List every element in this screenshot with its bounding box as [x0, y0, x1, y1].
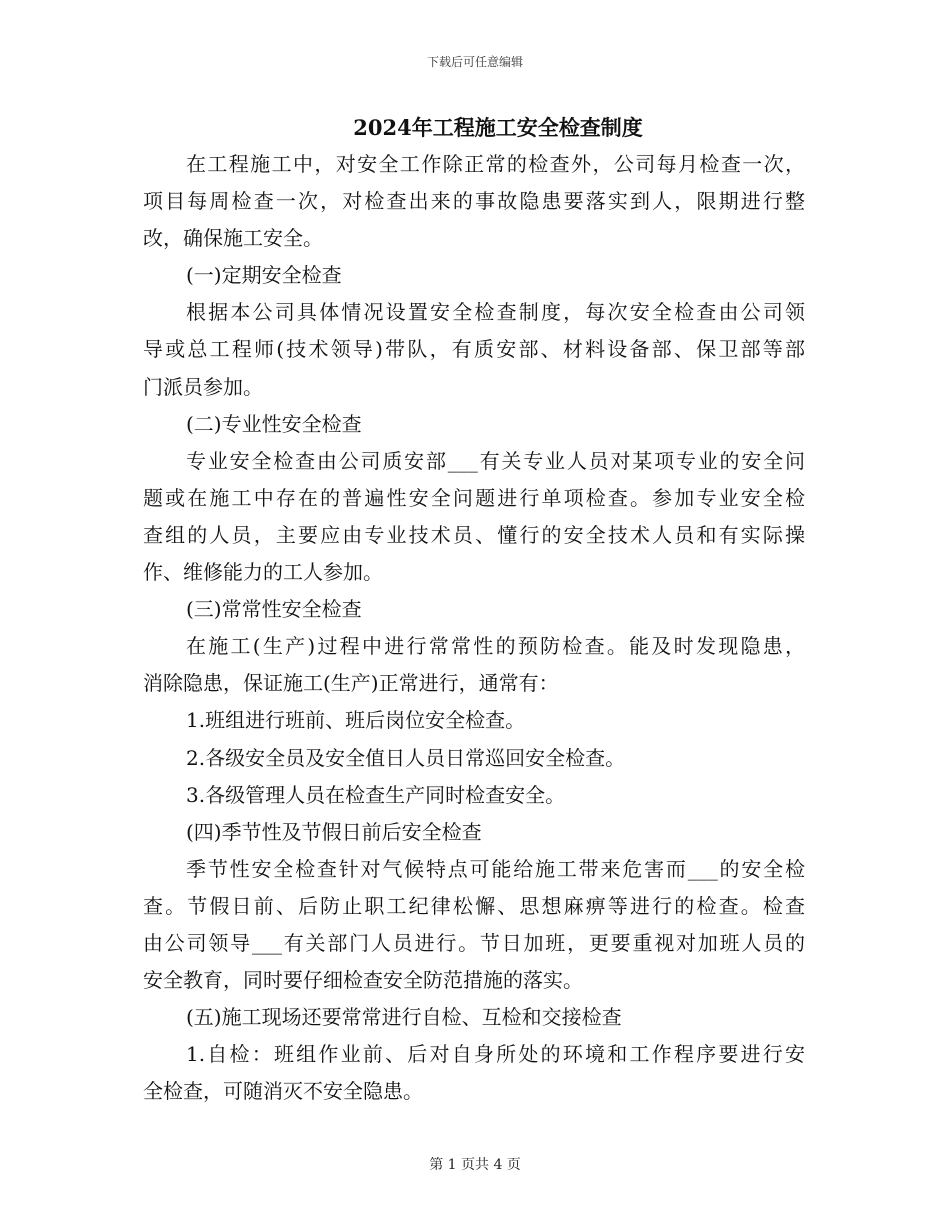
paragraph-regular-inspection: [143, 294, 805, 405]
paragraph-self-inspection: [143, 1036, 805, 1110]
list-item-line: 2.各级安全员及安全值日人员日常巡回安全检查。: [186, 745, 626, 770]
document-title: 2024年工程施工安全检查制度: [353, 115, 643, 140]
list-item-line: 1.班组进行班前、班后岗位安全检查。: [186, 708, 526, 733]
paragraph-line: 项目每周检查一次，对检查出来的事故隐患要落实到人，限期进行整: [143, 189, 805, 214]
paragraph-line: 查。节假日前、后防止职工纪律松懈、思想麻痹等进行的检查。检查: [143, 893, 805, 918]
section-heading-5: [143, 999, 805, 1036]
paragraph-line: 季节性安全检查针对气候特点可能给施工带来危害而___的安全检: [186, 856, 805, 881]
list-item-2: [143, 740, 805, 777]
paragraph-seasonal-inspection: [143, 851, 805, 999]
section-heading-line: (四)季节性及节假日前后安全检查: [186, 819, 482, 844]
paragraph-line: 查组的人员，主要应由专业技术员、懂行的安全技术人员和有实际操: [143, 522, 805, 547]
paragraph-line: 题或在施工中存在的普遍性安全问题进行单项检查。参加专业安全检: [143, 485, 805, 510]
paragraph-line: 专业安全检查由公司质安部___有关专业人员对某项专业的安全问: [186, 448, 805, 473]
paragraph-routine-inspection: [143, 628, 805, 702]
paragraph-line: 在工程施工中，对安全工作除正常的检查外，公司每月检查一次，: [186, 152, 805, 176]
list-item-1: [143, 702, 805, 739]
list-item-3: [143, 777, 805, 814]
paragraph-line: 改，确保施工安全。: [143, 226, 323, 251]
section-heading-line: (一)定期安全检查: [186, 263, 342, 288]
section-heading-line: (二)专业性安全检查: [186, 411, 362, 436]
paragraph-line: 由公司领导___有关部门人员进行。节日加班，更要重视对加班人员的: [143, 930, 805, 955]
section-heading-line: (五)施工现场还要常常进行自检、互检和交接检查: [186, 1005, 622, 1030]
paragraph-line: 1.自检：班组作业前、后对自身所处的环境和工作程序要进行安: [186, 1042, 805, 1067]
paragraph-line: 全检查，可随消灭不安全隐患。: [143, 1079, 423, 1104]
paragraph-line: 作、维修能力的工人参加。: [143, 560, 383, 585]
page-header-note: 下载后可任意编辑: [426, 55, 523, 69]
section-heading-4: [143, 814, 805, 851]
paragraph-line: 消除隐患，保证施工(生产)正常进行，通常有：: [143, 671, 559, 696]
section-heading-line: (三)常常性安全检查: [186, 597, 362, 622]
list-item-line: 3.各级管理人员在检查生产同时检查安全。: [186, 782, 566, 807]
paragraph-line: 导或总工程师(技术领导)带队，有质安部、材料设备部、保卫部等部: [143, 337, 805, 362]
paragraph-line: 在施工(生产)过程中进行常常性的预防检查。能及时发现隐患，: [186, 634, 805, 659]
paragraph-line: 安全教育，同时要仔细检查安全防范措施的落实。: [143, 968, 583, 993]
section-heading-3: [143, 591, 805, 628]
paragraph-line: 门派员参加。: [143, 374, 263, 399]
document-body: [143, 146, 805, 1110]
section-heading-2: [143, 406, 805, 443]
paragraph-intro: [143, 146, 805, 257]
page-number-footer: 第 1 页共 4 页: [429, 1157, 521, 1173]
paragraph-professional-inspection: [143, 443, 805, 591]
section-heading-1: [143, 257, 805, 294]
paragraph-line: 根据本公司具体情况设置安全检查制度，每次安全检查由公司领: [186, 300, 805, 325]
